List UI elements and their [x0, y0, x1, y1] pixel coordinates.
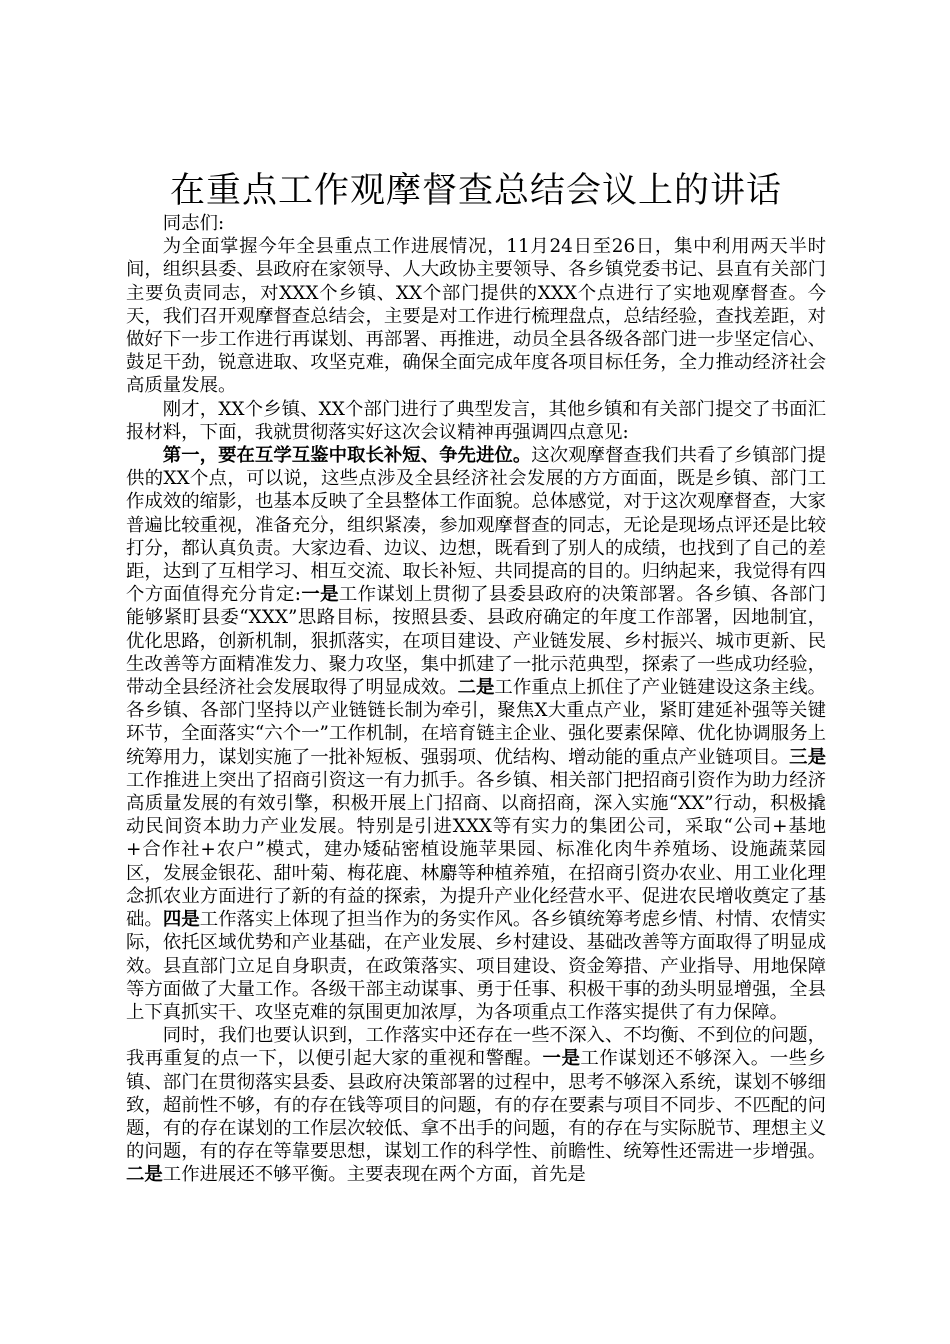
point-marker: 二是	[126, 1164, 163, 1186]
paragraph-text: 这次观摩督查我们共看了乡镇部门提供的XX个点，可以说，这些点涉及全县经济社会发展的方方面面，既是乡镇、部门工作成效的缩影，也基本反映了全县整体工作面貌。总体感觉，对于这次观摩督查，大家普遍比较重视，准备充分，组织紧凑，参加观摩督查的同志，无论是现场点评还是比较打分，都认真负责。大家边看、边议、边想，既看到了别人的成绩，也找到了自己的差距，达到了互相学习、相互交流、取长补短、共同提高的目的。归纳起来，我觉得有四个方面值得充分肯定:	[126, 445, 826, 606]
document-title: 在重点工作观摩督查总结会议上的讲话	[169, 171, 782, 211]
point-marker: 二是	[457, 677, 495, 699]
paragraph-text: 工作落实上体现了担当作为的务实作风。各乡镇统筹考虑乡情、村情、农情实际，依托区域优势和产业基础，在产业发展、乡村建设、基础改善等方面取得了明显成效。县直部门立足自身职责，在政策落实、项目建设、资金筹措、产业指导、用地保障等方面做了大量工作。各级干部主动谋事、勇于任事、积极干事的劲头明显增强，全县上下真抓实干、攻坚克难的氛围更加浓厚，为各项重点工作落实提供了有力保障。	[126, 909, 826, 1023]
paragraph-text: 工作重点上抓住了产业链建设这条主线。各乡镇、各部门坚持以产业链链长制为牵引，聚焦X大重点产业，紧盯建延补强等关键环节，全面落实“六个一”工作机制，在培育链主企业、强化要素保障、优化协调服务上统筹用力，谋划实施了一批补短板、强弱项、优结构、增动能的重点产业链项目。	[126, 677, 826, 768]
salutation: 同志们:	[162, 213, 225, 234]
paragraph-text: 工作谋划上贯彻了县委县政府的决策部署。各乡镇、各部门能够紧盯县委“XXX”思路目标，按照县委、县政府确定的年度工作部署，因地制宜，优化思路，创新机制，狠抓落实，在项目建设、产业链发展、乡村振兴、城市更新、民生改善等方面精准发力、聚力攻坚，集中抓建了一批示范典型，探索了一些成功经验，带动全县经济社会发展取得了明显成效。	[126, 584, 826, 699]
paragraph-transition	[126, 398, 826, 444]
section-heading: 第一，要在互学互鉴中取长补短、争先进位。	[162, 445, 532, 467]
paragraph-intro	[126, 235, 826, 397]
paragraph-text: 工作谋划还不够深入。一些乡镇、部门在贯彻落实县委、县政府决策部署的过程中，思考不够深入系统，谋划不够细致，超前性不够，有的存在钱等项目的问题，有的存在要素与项目不同步、不匹配的问题，有的存在谋划的工作层次较低、拿不出手的问题，有的存在与实际脱节、理想主义的问题，有的存在等靠要思想，谋划工作的科学性、前瞻性、统筹性还需进一步增强。	[126, 1048, 826, 1163]
paragraph-text: 同时，我们也要认识到，工作落实中还存在一些不深入、不均衡、不到位的问题，我再重复的点一下，以便引起大家的重视和警醒。	[126, 1025, 826, 1070]
paragraph-text: 刚才，XX个乡镇、XX个部门进行了典型发言，其他乡镇和有关部门提交了书面汇报材料，下面，我就贯彻落实好这次会议精神再强调四点意见:	[126, 398, 826, 443]
paragraph-first-point	[126, 444, 826, 1024]
paragraph-text: 工作进展还不够平衡。主要表现在两个方面，首先是	[162, 1164, 586, 1186]
paragraph-text: 工作推进上突出了招商引资这一有力抓手。各乡镇、相关部门把招商引资作为助力经济高质量发展的有效引擎，积极开展上门招商、以商招商，深入实施“XX”行动，积极撬动民间资本助力产业发展。特别是引进XXX等有实力的集团公司，采取“公司+基地+合作社+农户”模式，建办矮砧密植设施苹果园、标准化肉牛养殖场、设施蔬菜园区，发展金银花、甜叶菊、梅花鹿、林麝等种植养殖，在招商引资办农业、用工业化理念抓农业方面进行了新的有益的探索，为提升产业化经营水平、促进农民增收奠定了基础。	[126, 769, 826, 931]
point-marker: 一是	[542, 1048, 581, 1070]
point-marker: 一是	[300, 584, 339, 606]
paragraph-problems	[126, 1024, 826, 1186]
document-page	[126, 170, 826, 1187]
point-marker: 四是	[162, 909, 200, 931]
paragraph-text: 为全面掌握今年全县重点工作进展情况，11月24日至26日，集中利用两天半时间，组织县委、县政府在家领导、人大政协主要领导、各乡镇党委书记、县直有关部门主要负责同志，对XXX个乡镇、XX个部门提供的XXX个点进行了实地观摩督查。今天，我们召开观摩督查总结会，主要是对工作进行梳理盘点，总结经验，查找差距，对做好下一步工作进行再谋划、再部署、再推进，动员全县各级各部门进一步坚定信心、鼓足干劲，锐意进取、攻坚克难，确保全面完成年度各项目标任务，全力推动经济社会高质量发展。	[126, 236, 826, 397]
point-marker: 三是	[789, 746, 826, 768]
